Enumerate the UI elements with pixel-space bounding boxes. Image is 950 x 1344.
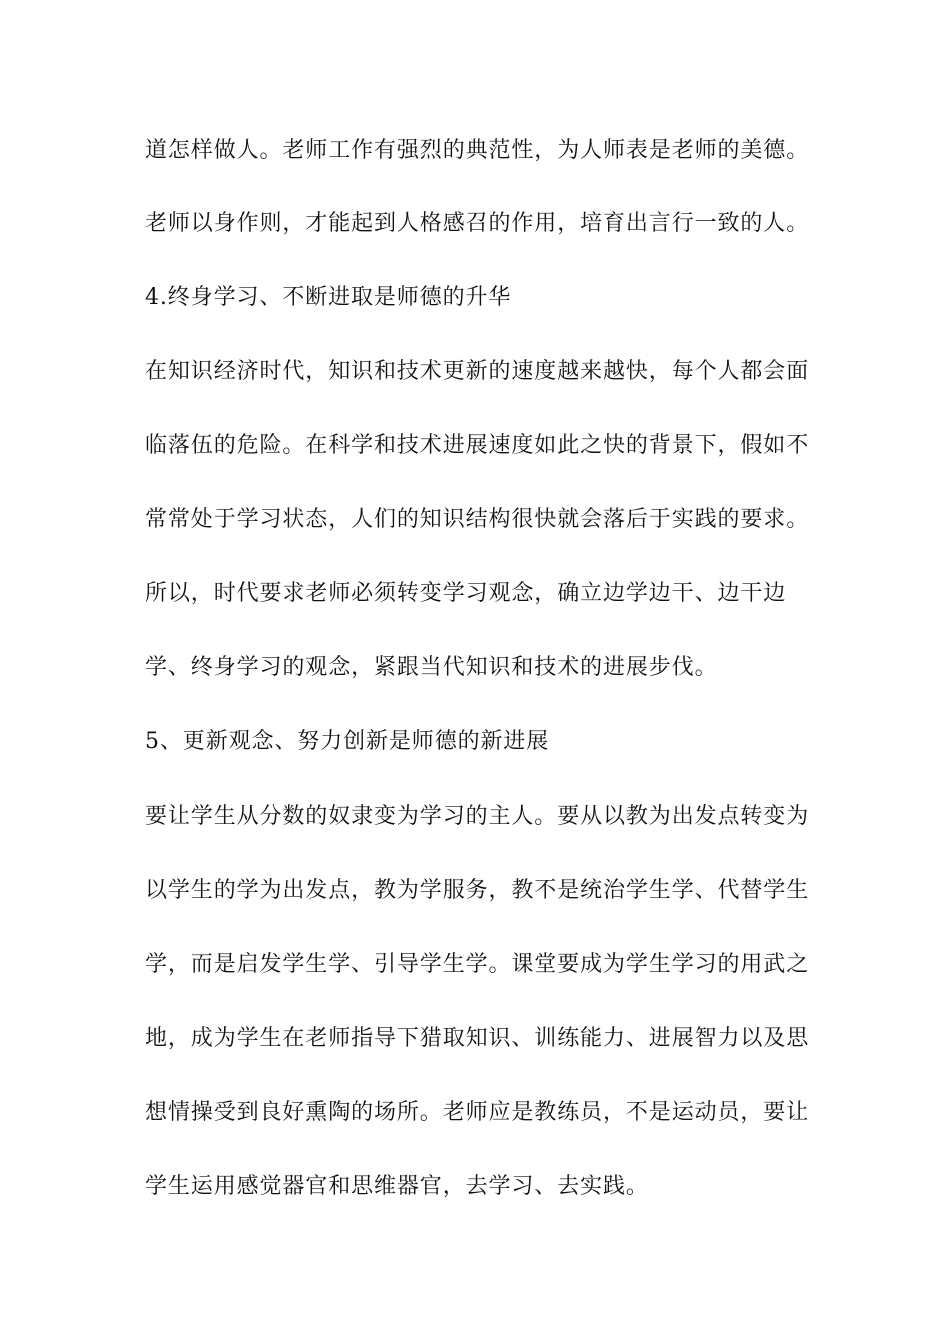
section-heading: 4.终身学习、不断进取是师德的升华 [145, 285, 512, 310]
text-line: 老师以身作则，才能起到人格感召的作用，培育出言行一致的人。 [145, 211, 810, 236]
text-line: 临落伍的危险。在科学和技术进展速度如此之快的背景下，假如不 [145, 433, 810, 458]
text-line: 学生运用感觉器官和思维器官，去学习、去实践。 [145, 1174, 649, 1199]
text-line: 以学生的学为出发点，教为学服务，教不是统治学生学、代替学生 [145, 878, 810, 903]
text-line: 想情操受到良好熏陶的场所。老师应是教练员，不是运动员，要让 [145, 1100, 810, 1125]
text-line: 要让学生从分数的奴隶变为学习的主人。要从以教为出发点转变为 [145, 804, 810, 829]
text-line: 道怎样做人。老师工作有强烈的典范性，为人师表是老师的美德。 [145, 138, 810, 163]
text-line: 学、终身学习的观念，紧跟当代知识和技术的进展步伐。 [145, 655, 718, 680]
section-heading: 5、更新观念、努力创新是师德的新进展 [145, 729, 550, 754]
text-line: 常常处于学习状态，人们的知识结构很快就会落后于实践的要求。 [145, 507, 810, 532]
text-line: 地，成为学生在老师指导下猎取知识、训练能力、进展智力以及思 [145, 1026, 810, 1051]
text-line: 学，而是启发学生学、引导学生学。课堂要成为学生学习的用武之 [145, 952, 810, 977]
text-line: 在知识经济时代，知识和技术更新的速度越来越快，每个人都会面 [145, 359, 810, 384]
text-line: 所以，时代要求老师必须转变学习观念，确立边学边干、边干边 [145, 581, 787, 606]
